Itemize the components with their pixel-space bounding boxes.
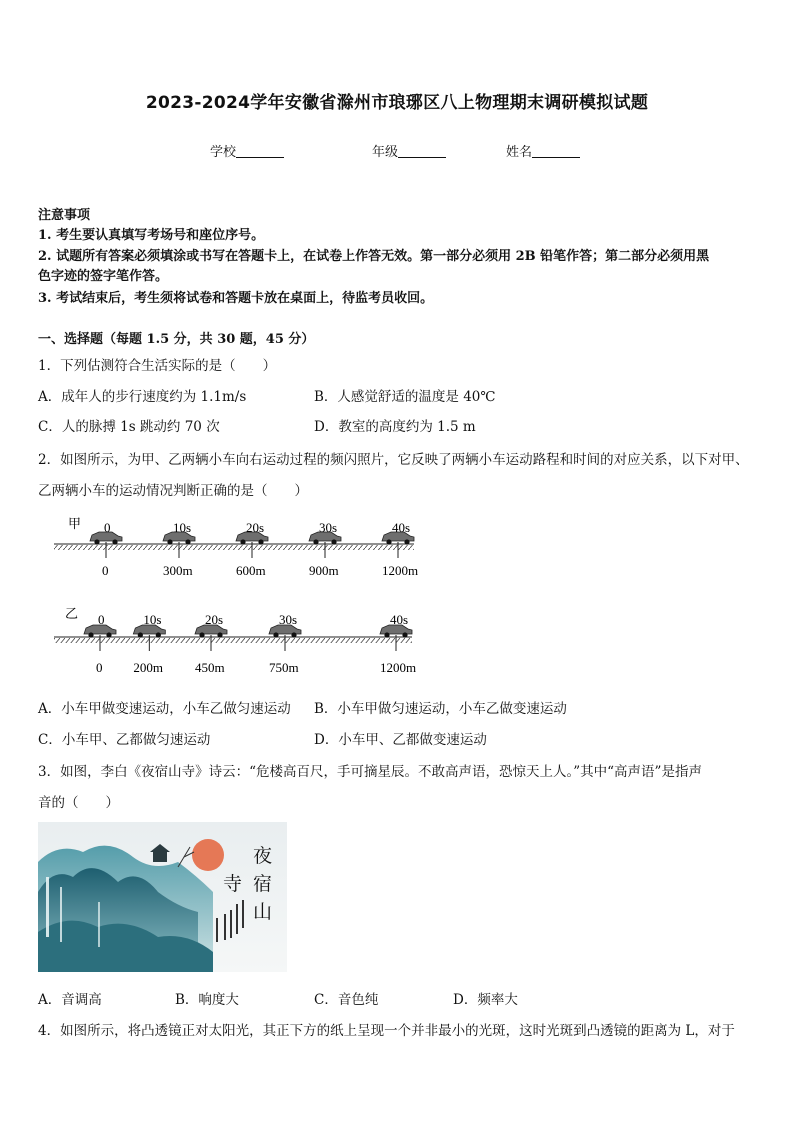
time-label: 30s	[319, 520, 338, 535]
jia-ground	[54, 545, 414, 550]
jia-label: 甲	[68, 516, 82, 531]
section-heading: 一、选择题（每题 1.5 分，共 30 题，45 分）	[38, 332, 315, 347]
time-label: 10s	[173, 520, 192, 535]
notice-item: 3. 考试结束后，考生须将试卷和答题卡放在桌面上，待监考员收回。	[38, 291, 434, 306]
time-label: 10s	[143, 612, 162, 627]
school-field[interactable]	[210, 141, 284, 160]
q1-option-a[interactable]: A．成年人的步行速度约为 1.1m/s	[38, 389, 247, 405]
q2-stem-cont: 乙两辆小车的运动情况判断正确的是（ ）	[38, 483, 308, 499]
q3-option-d[interactable]: D．频率大	[453, 992, 518, 1008]
time-label: 0	[104, 520, 111, 535]
q3-stem: 3．如图，李白《夜宿山寺》诗云：“危楼高百尺，手可摘星辰。不敢高声语，恐惊天上人。”其中“高声语”是指声	[38, 764, 702, 780]
time-label: 40s	[390, 612, 409, 627]
sun-icon	[192, 839, 224, 871]
distance-label: 1200m	[382, 563, 419, 578]
q4-stem: 4．如图所示，将凸透镜正对太阳光，其正下方的纸上呈现一个并非最小的光斑，这时光斑到凸透镜的距离为 L，对于	[38, 1023, 735, 1039]
q2-option-a[interactable]: A．小车甲做变速运动，小车乙做匀速运动	[38, 701, 291, 717]
distance-label: 450m	[195, 660, 225, 675]
page-title: 2023-2024学年安徽省滁州市琅琊区八上物理期末调研模拟试题	[145, 93, 649, 113]
q3-option-c[interactable]: C．音色纯	[314, 992, 379, 1008]
grade-label: 年级	[372, 145, 399, 160]
name-blank[interactable]	[532, 145, 580, 158]
distance-label: 300m	[163, 563, 193, 578]
distance-label: 600m	[236, 563, 266, 578]
title-char: 宿	[253, 874, 273, 895]
night-temple-painting	[38, 822, 287, 972]
title-char: 夜	[253, 846, 273, 867]
title-char: 寺	[223, 874, 243, 895]
name-label: 姓名	[506, 145, 533, 160]
distance-label: 200m	[133, 660, 163, 675]
distance-label: 750m	[269, 660, 299, 675]
time-label: 0	[98, 612, 105, 627]
distance-label: 900m	[309, 563, 339, 578]
q2-stem: 2．如图所示，为甲、乙两辆小车向右运动过程的频闪照片，它反映了两辆小车运动路程和时间的对应关系，以下对甲、	[38, 452, 749, 468]
q2-option-c[interactable]: C．小车甲、乙都做匀速运动	[38, 732, 211, 748]
notice-item: 2. 试题所有答案必须填涂或书写在答题卡上，在试卷上作答无效。第一部分必须用 2B 铅笔作答；第二部分必须用黑	[38, 249, 710, 264]
time-label: 40s	[392, 520, 411, 535]
title-char: 山	[253, 902, 273, 923]
yi-ground	[54, 638, 412, 643]
time-label: 20s	[246, 520, 265, 535]
notice-item: 1. 考生要认真填写考场号和座位序号。	[38, 228, 265, 243]
q1-option-c[interactable]: C．人的脉搏 1s 跳动约 70 次	[38, 419, 220, 435]
school-label: 学校	[210, 145, 237, 160]
q1-option-d[interactable]: D．教室的高度约为 1.5 m	[314, 419, 476, 435]
grade-blank[interactable]	[398, 145, 446, 158]
grade-field[interactable]	[372, 141, 446, 160]
time-label: 30s	[279, 612, 298, 627]
notice-item: 色字迹的签字笔作答。	[38, 269, 169, 284]
q1-option-b[interactable]: B．人感觉舒适的温度是 40℃	[314, 389, 496, 405]
q2-option-d[interactable]: D．小车甲、乙都做变速运动	[314, 732, 487, 748]
notice-heading: 注意事项	[38, 208, 91, 223]
q3-option-b[interactable]: B．响度大	[175, 992, 239, 1008]
distance-label: 0	[96, 660, 103, 675]
q2-option-b[interactable]: B．小车甲做匀速运动，小车乙做变速运动	[314, 701, 567, 717]
name-field[interactable]	[506, 141, 580, 160]
distance-label: 1200m	[380, 660, 417, 675]
car-motion-diagram	[40, 512, 440, 682]
distance-label: 0	[102, 563, 109, 578]
q1-stem: 1．下列估测符合生活实际的是（ ）	[38, 358, 277, 374]
time-label: 20s	[205, 612, 224, 627]
q3-option-a[interactable]: A．音调高	[38, 992, 102, 1008]
school-blank[interactable]	[236, 145, 284, 158]
q3-stem-cont: 音的（ ）	[38, 795, 119, 811]
yi-label: 乙	[65, 606, 79, 621]
